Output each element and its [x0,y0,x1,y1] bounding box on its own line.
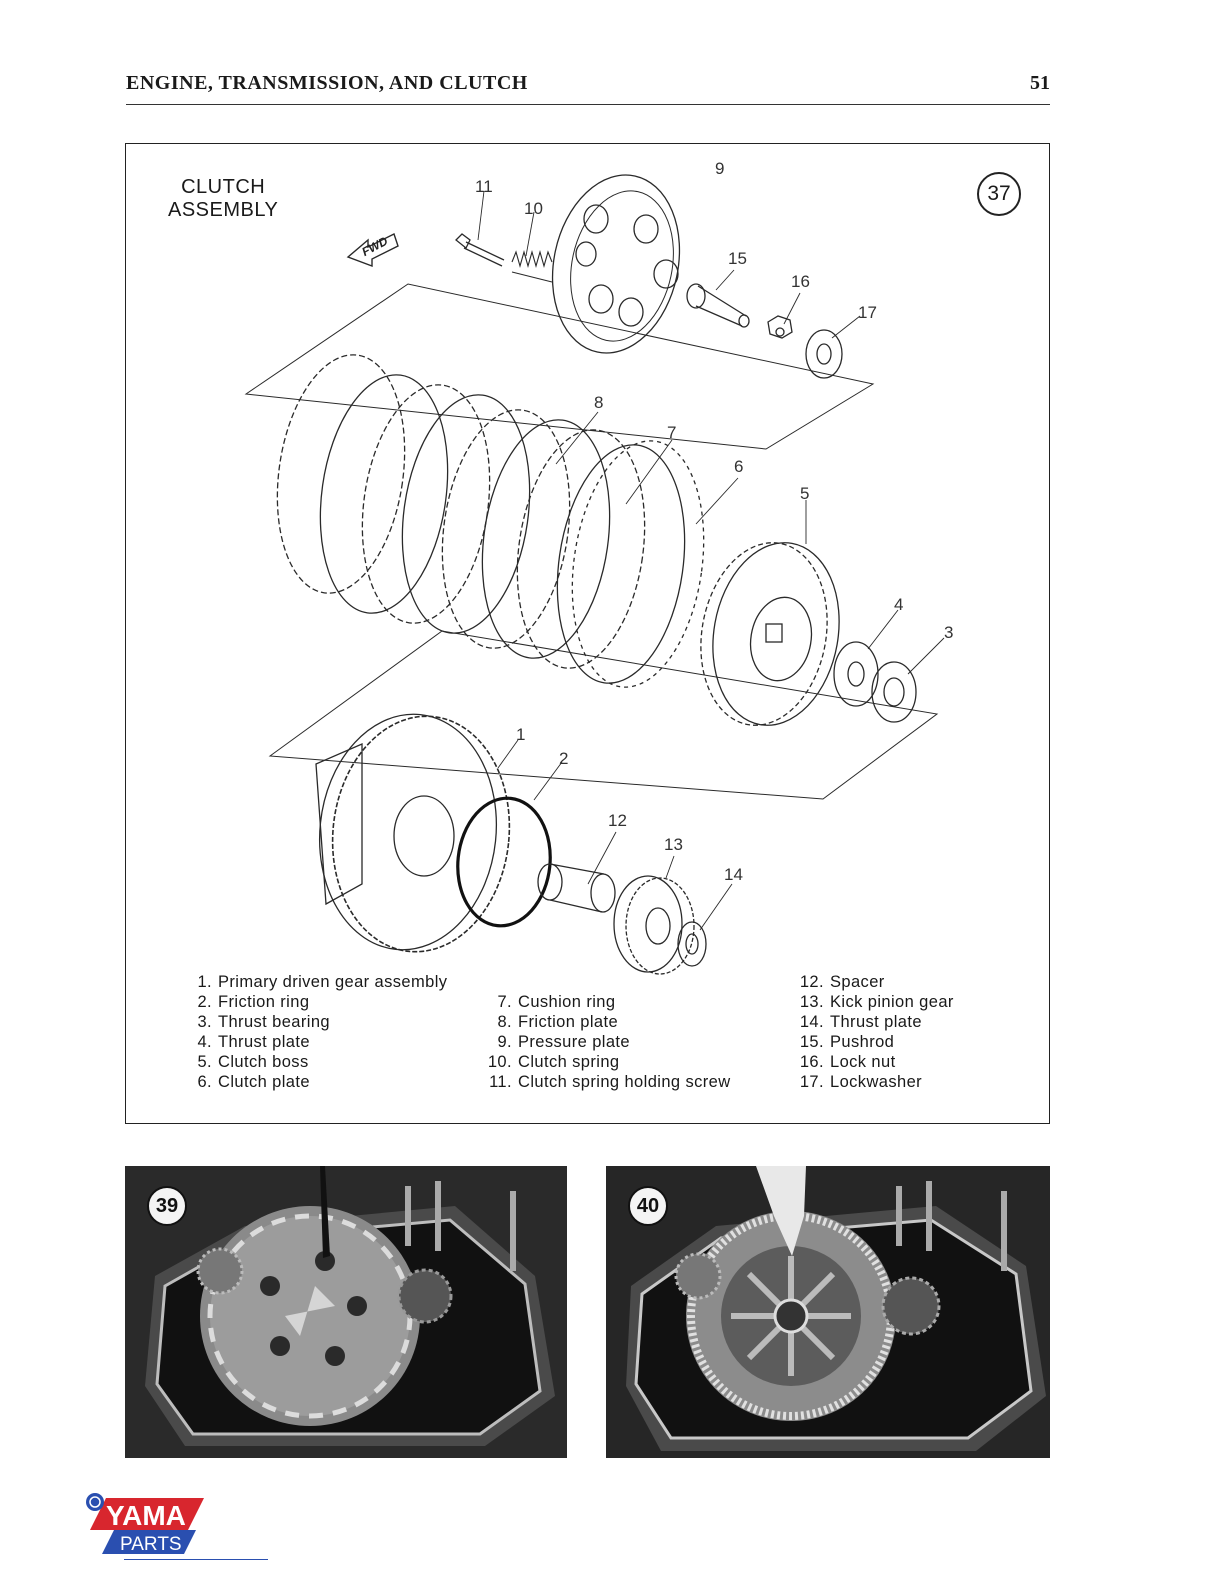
pushrod [687,284,749,327]
pressure-plate [537,163,696,365]
photo-39 [125,1166,567,1458]
legend-item: 11. Clutch spring holding screw [489,1073,731,1091]
legend-item: 16. Lock nut [799,1053,896,1071]
legend-item: 4. Thrust plate [197,1033,310,1051]
photo-40-badge: 40 [628,1186,668,1226]
callout-17: 17 [858,303,877,322]
plate-stack [263,347,719,696]
legend-item: 2. Friction ring [197,993,310,1011]
running-header [126,70,1050,105]
callout-8: 8 [594,393,604,412]
callout-14: 14 [724,865,743,884]
figure-number-badge: 37 [977,172,1021,216]
callout-10: 10 [524,199,543,218]
legend-column-3 [798,972,954,1092]
photo-40-image [606,1166,1050,1458]
legend-item: 13. Kick pinion gear [799,993,954,1011]
legend-item: 7. Cushion ring [497,993,616,1011]
callout-5: 5 [800,484,810,503]
lock-nut [768,316,792,338]
figure-title-line1: CLUTCH [181,176,266,198]
legend-item: 5. Clutch boss [197,1053,309,1071]
callout-13: 13 [664,835,683,854]
spring-holding-screw [456,234,504,266]
callout-4: 4 [894,595,904,614]
callout-11: 11 [475,177,493,196]
callout-3: 3 [944,623,954,642]
legend-column-2 [486,992,731,1092]
thrust-plate [834,642,878,706]
legend-item: 1. Primary driven gear assembly [197,973,448,991]
clutch-assembly-figure [125,143,1050,1124]
gear-group-outline [270,631,937,799]
yama-parts-logo [84,1490,268,1562]
figure-title [168,176,278,222]
legend-item: 3. Thrust bearing [197,1013,330,1031]
callout-2: 2 [559,749,569,768]
legend-item: 10. Clutch spring [487,1053,620,1071]
logo-text-yama: YAMA [106,1500,186,1531]
thrust-bearing [872,662,916,722]
forward-arrow-icon [348,234,398,266]
legend-item: 14. Thrust plate [799,1013,922,1031]
friction-ring [452,794,557,931]
callout-1: 1 [516,725,526,744]
legend-item: 15. Pushrod [799,1033,895,1051]
lockwasher [806,330,842,378]
clutch-boss [687,533,853,736]
fwd-label: FWD [359,233,391,259]
callout-6: 6 [734,457,744,476]
callout-15: 15 [728,249,747,268]
photo-40 [606,1166,1050,1458]
legend-item: 12. Spacer [799,973,885,991]
legend-item: 6. Clutch plate [197,1073,310,1091]
page-number: 51 [1030,72,1050,94]
photo-39-image [125,1166,567,1458]
logo-text-parts: PARTS [120,1534,182,1555]
section-title: ENGINE, TRANSMISSION, AND CLUTCH [126,72,528,94]
photo-39-badge: 39 [147,1186,187,1226]
clutch-spring [512,252,552,282]
callout-16: 16 [791,272,810,291]
callout-9: 9 [715,159,725,178]
legend-item: 17. Lockwasher [799,1073,923,1091]
leader-lines [478,191,944,930]
callout-7: 7 [667,423,677,442]
legend-item: 8. Friction plate [497,1013,619,1031]
figure-title-line2: ASSEMBLY [168,199,279,221]
callout-12: 12 [608,811,627,830]
logo-underline [124,1559,268,1560]
legend-item: 9. Pressure plate [497,1033,630,1051]
legend-column-1 [186,972,447,1092]
